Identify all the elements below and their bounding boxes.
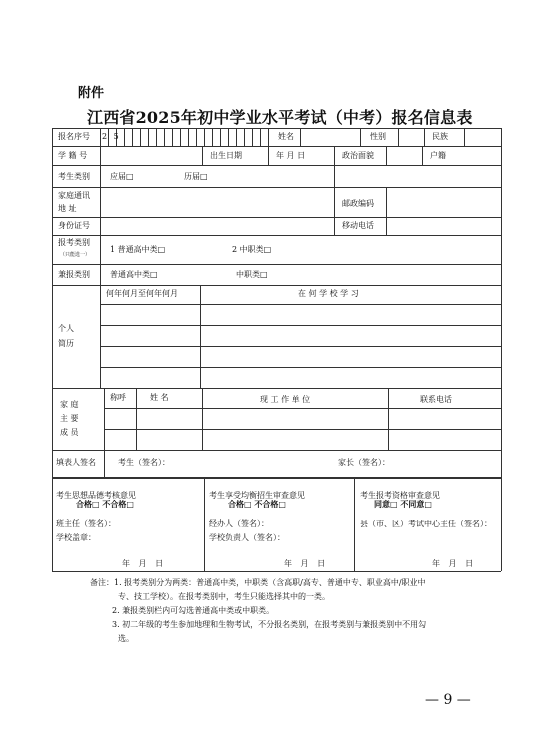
row-line	[52, 146, 501, 147]
relation-header: 称呼	[110, 393, 126, 402]
row-line	[52, 235, 501, 236]
resume-col-line	[200, 285, 201, 388]
digit-line	[156, 128, 157, 146]
name-label: 姓名	[278, 132, 294, 141]
note-line-5: 选。	[118, 634, 134, 643]
family-col-line	[104, 388, 105, 450]
row-line	[52, 165, 501, 166]
digit-line	[172, 128, 173, 146]
resume-line	[100, 304, 501, 305]
page-number: — 9 —	[425, 692, 471, 708]
col-line	[360, 128, 361, 146]
moral-review-options[interactable]: 合格□ 不合格□	[76, 499, 134, 509]
political-label: 政治面貌	[342, 151, 374, 160]
dual-option-general[interactable]: 普通高中类□	[110, 270, 158, 279]
digit-line	[228, 128, 229, 146]
current-grad-checkbox[interactable]: 应届□	[110, 172, 134, 181]
school-seal[interactable]: 学校盖章：	[56, 533, 96, 542]
resume-label-2: 简历	[58, 339, 74, 348]
exam-option-vocational[interactable]: 2 中职类□	[232, 245, 272, 254]
student-type-label: 考生类别	[58, 172, 90, 181]
digit-line	[204, 128, 205, 146]
id-label: 身份证号	[58, 221, 90, 230]
digit-line	[220, 128, 221, 146]
resume-period-header: 何年何月至何年何月	[106, 289, 178, 298]
student-id-label: 学 籍 号	[58, 151, 88, 160]
review-bottom-line	[52, 571, 501, 572]
col-line	[424, 128, 425, 146]
dual-option-vocational[interactable]: 中职类□	[236, 270, 268, 279]
family-line	[104, 429, 501, 430]
household-label: 户籍	[430, 151, 446, 160]
signer-label: 填表人签名	[56, 458, 96, 467]
row-line	[52, 388, 501, 389]
address-label-1: 家庭通讯	[58, 191, 90, 200]
table-border-top	[52, 128, 501, 129]
note-line-4: 3. 初二年级的考生参加地理和生物考试，不分报名类别，在报考类别与兼报类别中不用勾	[112, 620, 427, 629]
col-line	[386, 187, 387, 217]
form-title: 江西省2025年初中学业水平考试（中考）报名信息表	[87, 108, 473, 127]
digit-line	[140, 128, 141, 146]
family-col-line	[136, 388, 137, 450]
teacher-signature[interactable]: 班主任（签名）：	[56, 519, 116, 528]
col-line	[398, 128, 399, 146]
family-label-2: 主 要	[60, 414, 79, 423]
review-date[interactable]: 年 月 日	[122, 559, 164, 568]
sign-col-line	[104, 450, 105, 477]
address-label-2: 地 址	[58, 204, 77, 213]
review-right-line	[501, 478, 502, 571]
row-line	[52, 264, 501, 265]
digit-line	[164, 128, 165, 146]
col-line	[202, 146, 203, 165]
attachment-label: 附件	[78, 86, 105, 101]
col-line	[464, 128, 465, 146]
registration-table	[52, 128, 501, 478]
col-line	[422, 146, 423, 165]
note-line-2: 专、技工学校）。在报考类别中，考生只能选择其中的一类。	[118, 592, 330, 601]
review-top-line	[52, 478, 501, 479]
label-col-line	[100, 128, 101, 388]
col-line	[386, 217, 387, 235]
review-col-line	[354, 478, 355, 571]
family-col-line	[202, 388, 203, 450]
review-date[interactable]: 年 月 日	[432, 559, 474, 568]
birth-label: 出生日期	[210, 151, 242, 160]
col-line	[334, 217, 335, 235]
student-signature[interactable]: 考生（签名）：	[118, 458, 170, 467]
note-line-3: 2. 兼报类别栏内可勾选普通高中类或中职类。	[112, 606, 275, 615]
digit-line	[188, 128, 189, 146]
balanced-review-title: 考生享受均衡招生审查意见	[209, 491, 305, 500]
agent-signature[interactable]: 经办人（签名）：	[209, 519, 269, 528]
row-line	[52, 285, 501, 286]
col-line	[268, 128, 269, 165]
family-label-1: 家 庭	[60, 400, 79, 409]
col-line	[334, 146, 335, 217]
family-col-line	[388, 388, 389, 450]
resume-line	[100, 325, 501, 326]
exam-option-general[interactable]: 1 普通高中类□	[110, 245, 166, 254]
digit-line	[180, 128, 181, 146]
digit-line	[148, 128, 149, 146]
postal-label: 邮政编码	[342, 199, 374, 208]
digit-line	[124, 128, 125, 146]
digit-line	[132, 128, 133, 146]
resume-line	[100, 346, 501, 347]
exam-type-note: （只能选一）	[60, 252, 91, 258]
dual-label: 兼报类别	[58, 270, 90, 279]
review-left-line	[52, 478, 53, 571]
digit-line	[260, 128, 261, 146]
director-signature[interactable]: 县（市、区）考试中心主任（签名）：	[360, 520, 492, 528]
digit-line	[212, 128, 213, 146]
eligibility-review-title: 考生报考资格审查意见	[360, 491, 440, 500]
mobile-label: 移动电话	[342, 221, 374, 230]
phone-header: 联系电话	[420, 395, 452, 404]
row-line	[52, 450, 501, 451]
family-label-3: 成 员	[60, 428, 79, 437]
row-line	[52, 187, 501, 188]
resume-school-header: 在 何 学 校 学 习	[298, 289, 359, 298]
review-section	[52, 478, 501, 572]
previous-grad-checkbox[interactable]: 历届□	[184, 172, 208, 181]
table-border-right	[501, 128, 502, 478]
gender-label: 性别	[370, 132, 386, 141]
eligibility-review-options[interactable]: 同意□ 不同意□	[374, 499, 432, 509]
family-line	[104, 408, 501, 409]
ethnicity-label: 民族	[432, 132, 448, 141]
family-name-header: 姓 名	[150, 393, 169, 402]
school-head-signature[interactable]: 学校负责人（签名）：	[209, 533, 285, 542]
review-date[interactable]: 年 月 日	[284, 559, 326, 568]
digit-line	[252, 128, 253, 146]
parent-signature[interactable]: 家长（签名）：	[338, 458, 390, 467]
col-line	[386, 146, 387, 165]
moral-review-title: 考生思想品德考核意见	[56, 491, 136, 500]
row-line	[52, 217, 501, 218]
digit-line	[196, 128, 197, 146]
digit-line	[236, 128, 237, 146]
birth-fields[interactable]: 年 月 日	[276, 151, 306, 160]
reg-no-label: 报名序号	[58, 132, 90, 141]
reg-no-value[interactable]: 2 5	[102, 132, 121, 141]
review-col-line	[204, 478, 205, 571]
table-border-left	[52, 128, 53, 478]
note-line-1: 备注：1. 报考类别分为两类：普通高中类，中职类（含高职/高专、普通中专、职业高中/职业中	[90, 578, 426, 587]
exam-type-label: 报考类别	[58, 238, 90, 247]
balanced-review-options[interactable]: 合格□ 不合格□	[228, 499, 286, 509]
work-unit-header: 现 工 作 单 位	[260, 395, 311, 404]
col-line	[300, 128, 301, 146]
digit-line	[244, 128, 245, 146]
resume-label-1: 个人	[58, 324, 74, 333]
resume-line	[100, 367, 501, 368]
